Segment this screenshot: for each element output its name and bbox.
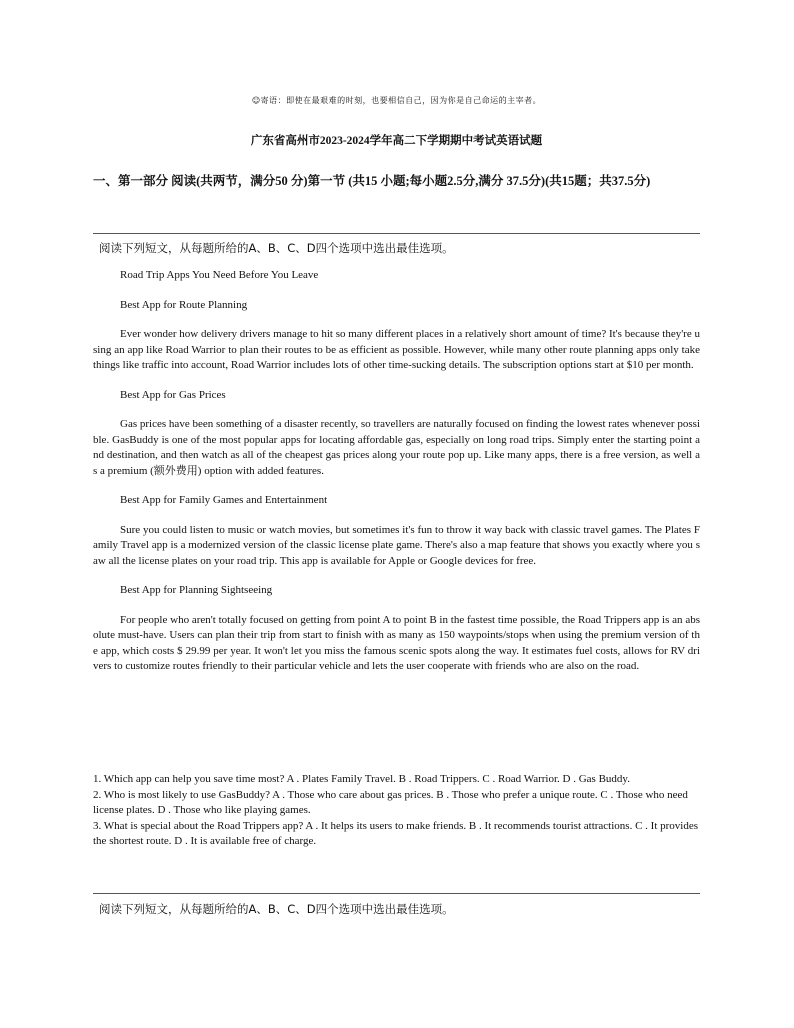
divider-bottom — [93, 893, 700, 894]
section-text-gas: Gas prices have been something of a disaster recently, so travellers are naturally focused on finding the lowest rates whenever possible. GasBuddy is one of the most popular apps for locating affordable gas, especially on long road trips. Simply enter the starting point and destination, and then watch as all of the cheapest gas prices along your route pop up. Like many apps, there is a free version, as well as a premium (额外费用) option with added features. — [93, 418, 700, 477]
question-list — [93, 772, 700, 850]
motto-line: ☺寄语：即使在最艰难的时刻，也要相信自己，因为你是自己命运的主宰者。 — [251, 96, 542, 105]
section-heading-route: Best App for Route Planning — [120, 298, 248, 311]
section-heading-gas: Best App for Gas Prices — [120, 388, 226, 401]
divider-top — [93, 233, 700, 234]
section-text-route: Ever wonder how delivery drivers manage to hit so many different places in a relatively short amount of time? It's because they're using an app like Road Warrior to plan their routes to be as efficient as possible. However, while many other route planning apps only take things like traffic into account, Road Warrior includes lots of other time-sucking details. The subscription options start at $10 per month. — [93, 328, 700, 371]
section-heading-sightseeing: Best App for Planning Sightseeing — [120, 584, 273, 596]
question-item: 2. Who is most likely to use GasBuddy? A . Those who care about gas prices. B . Those who prefer a unique route. C . Those who need license plates. D . Those who like playing games. — [93, 788, 688, 816]
section-text-games: Sure you could listen to music or watch movies, but sometimes it's fun to throw it way back with classic travel games. The Plates Family Travel app is a modernized version of the classic license plate game. There's also a map feature that shows you exactly where you saw all the license plates on your road trip. This app is available for Apple or Google devices for free. — [93, 523, 700, 567]
section-heading-games: Best App for Family Games and Entertainment — [120, 494, 328, 506]
question-item: 3. What is special about the Road Trippers app? A . It helps its users to make friends. B . It recommends tourist attractions. C . It provides the shortest route. D . It is available free of charge. — [93, 819, 699, 847]
reading-instruction: 阅读下列短文，从每题所给的A、B、C、D四个选项中选出最佳选项。 — [99, 241, 454, 255]
section-heading: 一、第一部分 阅读(共两节，满分50 分)第一节 (共15 小题;每小题2.5分,满分 37.5分)(共15题；共37.5分) — [93, 174, 651, 188]
question-item: 1. Which app can help you save time most? A . Plates Family Travel. B . Road Trippers. C . Road Warrior. D . Gas Buddy. — [93, 773, 630, 785]
passage-title: Road Trip Apps You Need Before You Leave — [120, 269, 319, 281]
next-reading-instruction: 阅读下列短文，从每题所给的A、B、C、D四个选项中选出最佳选项。 — [99, 902, 454, 916]
section-text-sightseeing: For people who aren't totally focused on getting from point A to point B in the fastest time possible, the Road Trippers app is an absolute must-have. Users can plan their trip from start to finish with as many as 150 waypoints/stops when using the premium version of the app, which costs $ 29.99 per year. It won't let you miss the famous scenic spots along the way. It estimates fuel costs, allows for RV drivers to customize routes friendly to their particular vehicle and lets the user cooperate with friends who are also on the road. — [93, 613, 700, 672]
reading-passage — [93, 268, 700, 689]
exam-title: 广东省高州市2023-2024学年高二下学期期中考试英语试题 — [250, 135, 543, 147]
